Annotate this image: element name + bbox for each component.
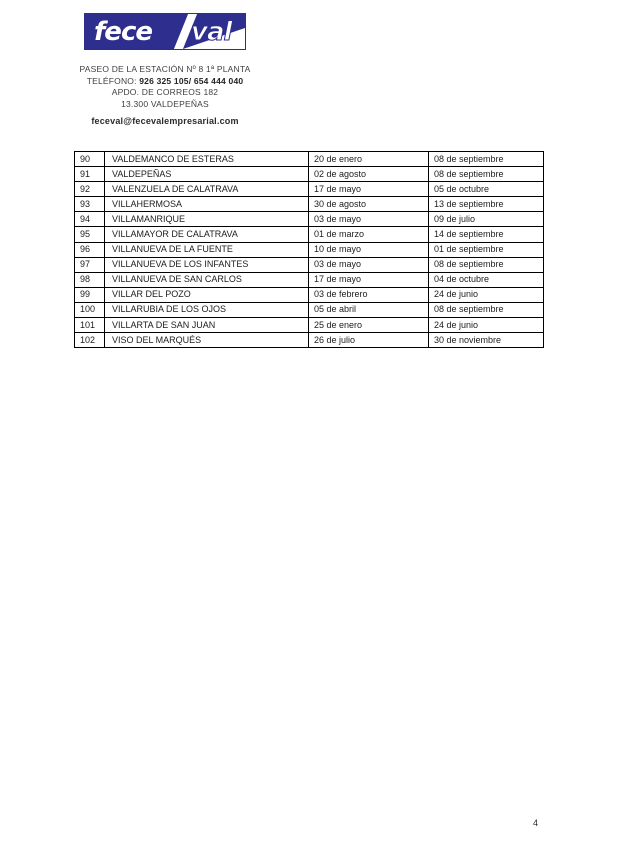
municipality-name-cell: VILLAR DEL POZO: [105, 287, 309, 302]
municipality-name-cell: VILLANUEVA DE SAN CARLOS: [105, 272, 309, 287]
table-row: [75, 257, 544, 272]
logo-text-fece: fece: [94, 17, 152, 47]
table-row: [75, 197, 544, 212]
municipality-name-cell: VALENZUELA DE CALATRAVA: [105, 182, 309, 197]
holiday-2-cell: 08 de septiembre: [429, 257, 544, 272]
row-number-cell: 98: [75, 272, 105, 287]
holiday-1-cell: 26 de julio: [309, 333, 429, 348]
holiday-2-cell: 08 de septiembre: [429, 302, 544, 317]
feceval-logo: [84, 13, 246, 50]
email-address: feceval@fecevalempresarial.com: [91, 116, 239, 126]
municipality-name-cell: VILLANUEVA DE LOS INFANTES: [105, 257, 309, 272]
holiday-2-cell: 13 de septiembre: [429, 197, 544, 212]
row-number-cell: 102: [75, 333, 105, 348]
holiday-2-cell: 24 de junio: [429, 318, 544, 333]
table-row: [75, 272, 544, 287]
table-row: [75, 302, 544, 317]
table-row: [75, 182, 544, 197]
municipality-name-cell: VILLARTA DE SAN JUAN: [105, 318, 309, 333]
city-line: 13.300 VALDEPEÑAS: [121, 98, 209, 109]
phone-numbers: 926 325 105/ 654 444 040: [139, 75, 244, 86]
holiday-1-cell: 01 de marzo: [309, 227, 429, 242]
holiday-2-cell: 08 de septiembre: [429, 167, 544, 182]
row-number-cell: 96: [75, 242, 105, 257]
municipality-holidays-table: [74, 151, 544, 348]
holiday-1-cell: 05 de abril: [309, 302, 429, 317]
holiday-2-cell: 30 de noviembre: [429, 333, 544, 348]
holiday-1-cell: 20 de enero: [309, 152, 429, 167]
row-number-cell: 95: [75, 227, 105, 242]
table-row: [75, 318, 544, 333]
municipality-name-cell: VALDEPEÑAS: [105, 167, 309, 182]
holiday-1-cell: 17 de mayo: [309, 272, 429, 287]
row-number-cell: 92: [75, 182, 105, 197]
logo-text-val: val: [191, 17, 232, 47]
table-row: [75, 212, 544, 227]
holiday-1-cell: 30 de agosto: [309, 197, 429, 212]
holiday-1-cell: 03 de febrero: [309, 287, 429, 302]
holiday-1-cell: 02 de agosto: [309, 167, 429, 182]
row-number-cell: 90: [75, 152, 105, 167]
table-row: [75, 152, 544, 167]
holiday-2-cell: 24 de junio: [429, 287, 544, 302]
row-number-cell: 91: [75, 167, 105, 182]
row-number-cell: 99: [75, 287, 105, 302]
row-number-cell: 101: [75, 318, 105, 333]
municipality-name-cell: VILLARUBIA DE LOS OJOS: [105, 302, 309, 317]
table-row: [75, 242, 544, 257]
phone-line: [35, 76, 295, 88]
table-row: [75, 167, 544, 182]
municipality-name-cell: VILLAMANRIQUE: [105, 212, 309, 227]
municipality-name-cell: VILLAMAYOR DE CALATRAVA: [105, 227, 309, 242]
municipality-table-body: [75, 152, 544, 348]
holiday-2-cell: 01 de septiembre: [429, 242, 544, 257]
phone-label: TELÉFONO:: [86, 75, 140, 86]
holiday-1-cell: 03 de mayo: [309, 212, 429, 227]
municipality-name-cell: VISO DEL MARQUÉS: [105, 333, 309, 348]
row-number-cell: 100: [75, 302, 105, 317]
row-number-cell: 93: [75, 197, 105, 212]
holiday-1-cell: 03 de mayo: [309, 257, 429, 272]
municipality-name-cell: VILLAHERMOSA: [105, 197, 309, 212]
row-number-cell: 94: [75, 212, 105, 227]
letterhead: [35, 13, 295, 128]
municipality-name-cell: VILLANUEVA DE LA FUENTE: [105, 242, 309, 257]
table-row: [75, 333, 544, 348]
holiday-1-cell: 17 de mayo: [309, 182, 429, 197]
holiday-1-cell: 10 de mayo: [309, 242, 429, 257]
holiday-1-cell: 25 de enero: [309, 318, 429, 333]
holiday-2-cell: 04 de octubre: [429, 272, 544, 287]
table-row: [75, 287, 544, 302]
holiday-2-cell: 05 de octubre: [429, 182, 544, 197]
holiday-2-cell: 14 de septiembre: [429, 227, 544, 242]
municipality-name-cell: VALDEMANCO DE ESTERAS: [105, 152, 309, 167]
table-row: [75, 227, 544, 242]
po-box-line: APDO. DE CORREOS 182: [111, 87, 219, 97]
holiday-2-cell: 09 de julio: [429, 212, 544, 227]
address-street-line: PASEO DE LA ESTACIÓN Nº 8 1ª PLANTA: [79, 64, 251, 74]
row-number-cell: 97: [75, 257, 105, 272]
holiday-2-cell: 08 de septiembre: [429, 152, 544, 167]
page-number: 4: [533, 818, 539, 828]
